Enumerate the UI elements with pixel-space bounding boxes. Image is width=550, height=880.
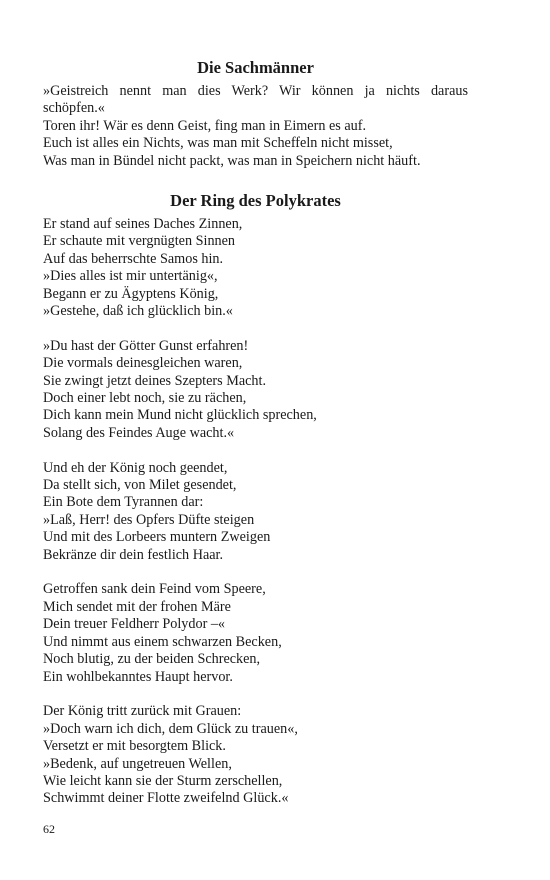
verse-line: Wie leicht kann sie der Sturm zerschellen, — [43, 772, 283, 789]
text-line: Toren ihr! Wär es denn Geist, fing man in Eimern es auf. — [43, 117, 366, 134]
text-line: schöpfen.« — [43, 100, 105, 117]
stanza — [43, 460, 468, 564]
verse-line: »Du hast der Götter Gunst erfahren! — [43, 337, 249, 354]
verse-line: Dein treuer Feldherr Polydor –« — [43, 616, 226, 633]
verse-line: Begann er zu Ägyptens König, — [43, 285, 219, 302]
verse-line: Bekränze dir dein festlich Haar. — [43, 546, 224, 563]
verse-line: Ein wohlbekanntes Haupt hervor. — [43, 668, 233, 685]
stanza — [43, 581, 468, 685]
poem-body — [43, 216, 468, 825]
verse-line: »Doch warn ich dich, dem Glück zu trauen«, — [43, 720, 298, 737]
verse-line: Der König tritt zurück mit Grauen: — [43, 703, 242, 720]
verse-line: Schwimmt deiner Flotte zweifelnd Glück.« — [43, 790, 289, 807]
verse-line: Da stellt sich, von Milet gesendet, — [43, 477, 237, 494]
verse-line: »Bedenk, auf ungetreuen Wellen, — [43, 755, 232, 772]
page-number: 62 — [43, 822, 55, 836]
verse-line: Mich sendet mit der frohen Märe — [43, 598, 231, 615]
text-line: Euch ist alles ein Nichts, was man mit Scheffeln nicht misset, — [43, 135, 393, 152]
verse-line: Solang des Feindes Auge wacht.« — [43, 424, 235, 441]
verse-line: »Gestehe, daß ich glücklich bin.« — [43, 303, 233, 320]
text-line: Was man in Bündel nicht packt, was man in Speichern nicht häuft. — [43, 152, 421, 169]
verse-line: Dich kann mein Mund nicht glücklich sprechen, — [43, 407, 317, 424]
verse-line: Und eh der König noch geendet, — [43, 459, 228, 476]
stanza — [43, 338, 468, 442]
verse-line: »Laß, Herr! des Opfers Düfte steigen — [43, 511, 255, 528]
verse-line: »Dies alles ist mir untertänig«, — [43, 268, 218, 285]
verse-line: Die vormals deinesgleichen waren, — [43, 355, 243, 372]
verse-line: Und mit des Lorbeers muntern Zweigen — [43, 529, 271, 546]
verse-line: Ein Bote dem Tyrannen dar: — [43, 494, 204, 511]
verse-line: Und nimmt aus einem schwarzen Becken, — [43, 633, 282, 650]
verse-line: Noch blutig, zu der beiden Schrecken, — [43, 651, 261, 668]
epigram-text — [43, 83, 468, 170]
verse-line: Sie zwingt jetzt deines Szepters Macht. — [43, 372, 266, 389]
text-line: »Geistreich nennt man dies Werk? Wir können ja nichts daraus — [43, 83, 468, 99]
stanza — [43, 216, 468, 320]
section-title-polykrates: Der Ring des Polykrates — [170, 191, 341, 210]
section-title-sachmaenner: Die Sachmänner — [197, 58, 314, 77]
verse-line: Getroffen sank dein Feind vom Speere, — [43, 581, 266, 598]
verse-line: Er stand auf seines Daches Zinnen, — [43, 216, 243, 232]
verse-line: Er schaute mit vergnügten Sinnen — [43, 233, 236, 250]
stanza — [43, 703, 468, 807]
verse-line: Doch einer lebt noch, sie zu rächen, — [43, 390, 247, 407]
verse-line: Versetzt er mit besorgtem Blick. — [43, 738, 226, 755]
verse-line: Auf das beherrschte Samos hin. — [43, 250, 224, 267]
